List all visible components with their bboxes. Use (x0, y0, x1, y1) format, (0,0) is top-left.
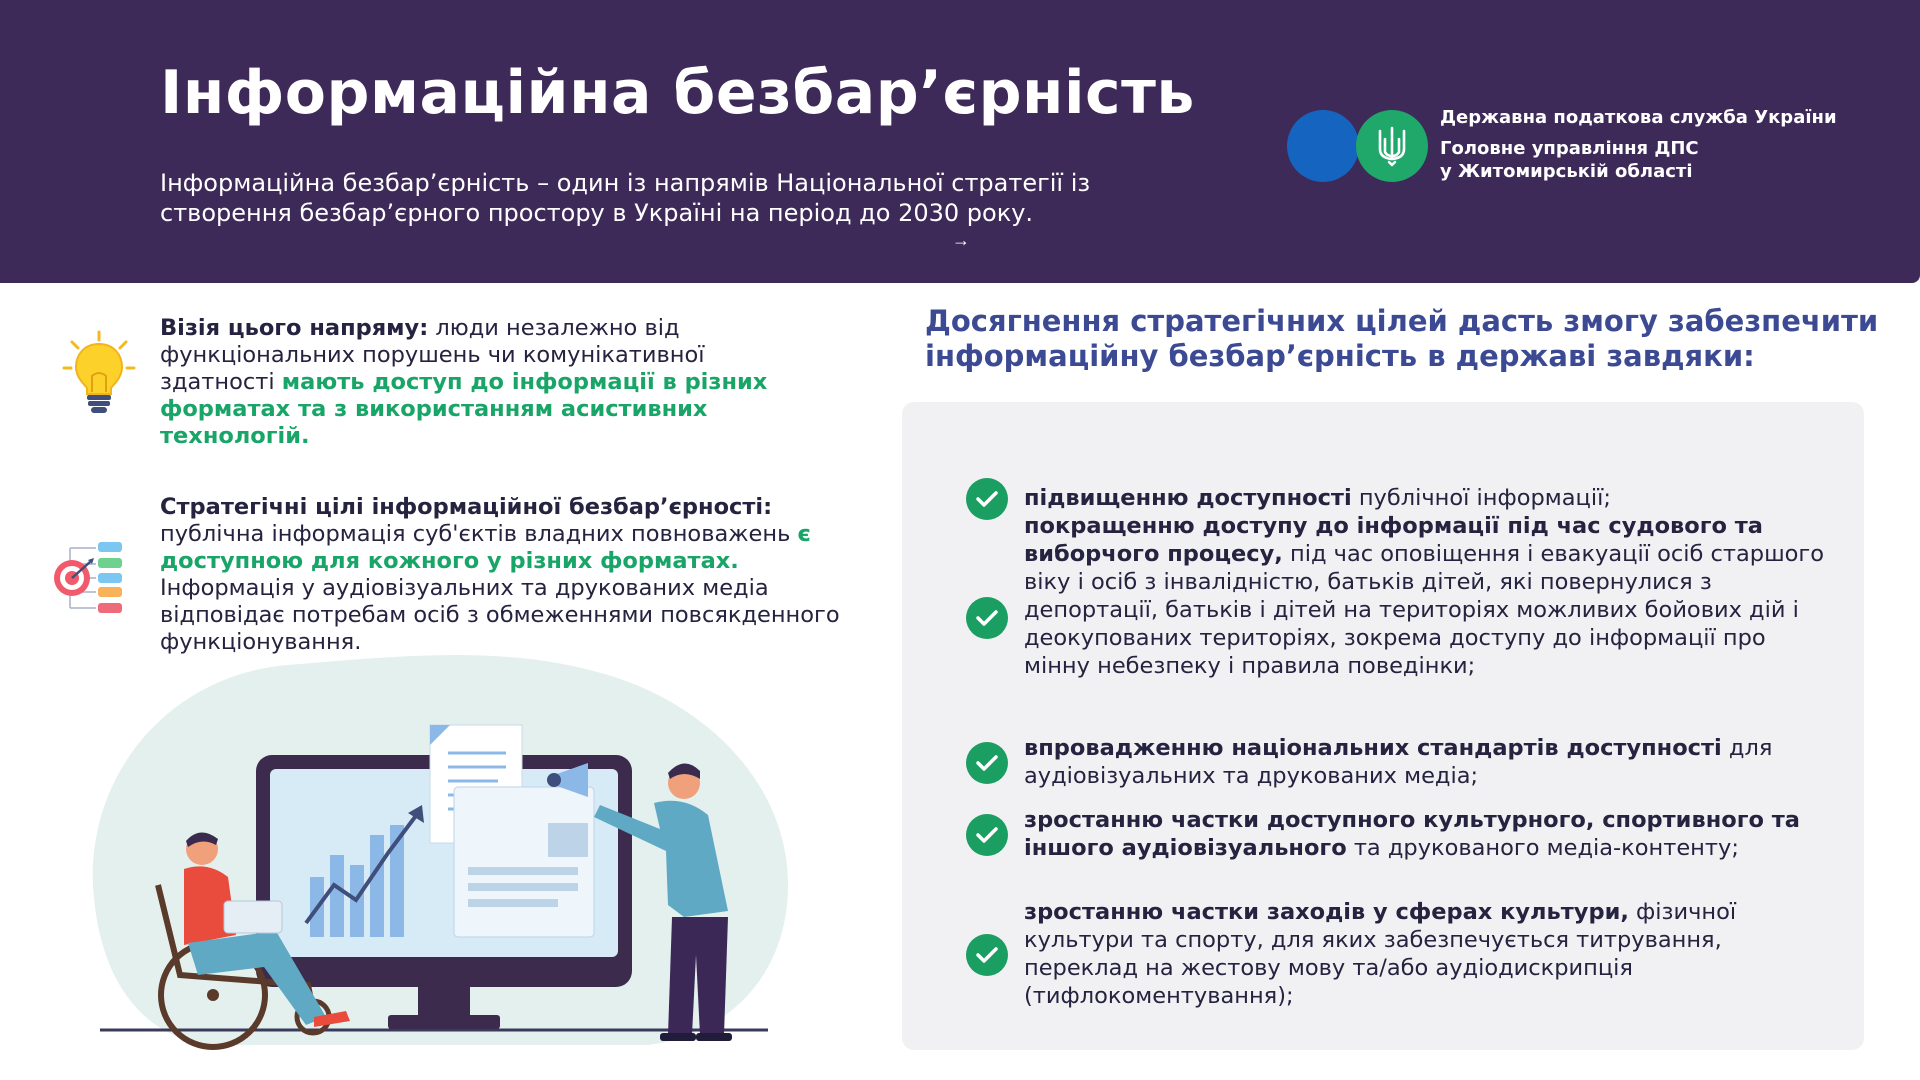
logo-blue-circle (1287, 110, 1359, 182)
check-icon (966, 742, 1008, 784)
achievements-panel (902, 402, 1864, 1050)
check-icon (966, 814, 1008, 856)
goals-text-2: Інформація у аудіовізуальних та друкованих медіа відповідає потребам осіб з обмеженнями повсякденного функціонування. (160, 575, 840, 655)
item-text (1024, 484, 1834, 512)
accessibility-illustration (88, 655, 808, 1055)
item-text (1024, 806, 1834, 862)
check-icon (966, 478, 1008, 520)
item-bold: покращенню доступу до інформації під час судового та виборчого процесу, (1024, 513, 1763, 567)
page-subtitle: Інформаційна безбар’єрність – один із напрямів Національної стратегії із створення безбар’єрного простору в Україні на період до 2030 року. (160, 169, 1091, 227)
item-text (1024, 898, 1834, 1010)
check-icon (966, 597, 1008, 639)
item-bold: зростанню частки доступного культурного, спортивного та іншого аудіовізуального (1024, 807, 1800, 861)
item-bold: підвищенню доступності (1024, 485, 1352, 511)
vision-block (160, 315, 800, 450)
item-rest: публічної інформації; (1358, 485, 1611, 511)
check-icon (966, 934, 1008, 976)
lightbulb-icon (62, 330, 136, 416)
target-icon (52, 538, 136, 622)
header-banner (0, 0, 1920, 283)
organization-name (1440, 106, 1837, 183)
vision-text: люди незалежно від функціональних порушень чи комунікативної здатності (160, 315, 705, 395)
item-text (1024, 512, 1834, 680)
item-rest: під час оповіщення і евакуації осіб старшого віку і осіб з інвалідністю, батьків дітей, які повернулися з депортації, батьків і дітей на територіях можливих бойових дій і деокупованих територіях, зокрема доступу до інформації про мінну небезпеку і правила поведінки; (1024, 541, 1825, 679)
item-text (1024, 734, 1834, 790)
item-rest: та друкованого медіа-контенту; (1353, 835, 1739, 861)
item-bold: впровадженню національних стандартів доступності (1024, 735, 1722, 761)
achievements-heading: Досягнення стратегічних цілей дасть змогу забезпечити інформаційну безбар’єрність в державі завдяки: (925, 304, 1879, 373)
item-rest: фізичної культури та спорту, для яких забезпечується титрування, переклад на жестову мову та/або аудіодискрипція (тифлокоментування); (1024, 899, 1737, 1009)
org-unit-2: у Житомирській області (1440, 161, 1693, 182)
logo-green-circle (1356, 110, 1428, 182)
arrow-icon: → (952, 230, 970, 250)
page-title: Інформаційна безбар’єрність (160, 58, 1195, 128)
goals-text-1: публічна інформація суб'єктів владних повноважень (160, 521, 791, 547)
vision-highlight: мають доступ до інформації в різних форматах та з використанням асистивних технологій. (160, 369, 768, 449)
trident-icon (1375, 125, 1409, 167)
org-name: Державна податкова служба України (1440, 107, 1837, 128)
vision-label: Візія цього напряму: (160, 315, 429, 341)
strategic-goals-block (160, 494, 880, 656)
item-rest: для аудіовізуальних та друкованих медіа; (1024, 735, 1773, 789)
org-unit-1: Головне управління ДПС (1440, 138, 1699, 159)
goals-highlight: є доступною для кожного у різних форматах. (160, 521, 811, 574)
item-bold: зростанню частки заходів у сферах культури, (1024, 899, 1629, 925)
goals-label: Стратегічні цілі інформаційної безбар’єрності: (160, 494, 773, 520)
